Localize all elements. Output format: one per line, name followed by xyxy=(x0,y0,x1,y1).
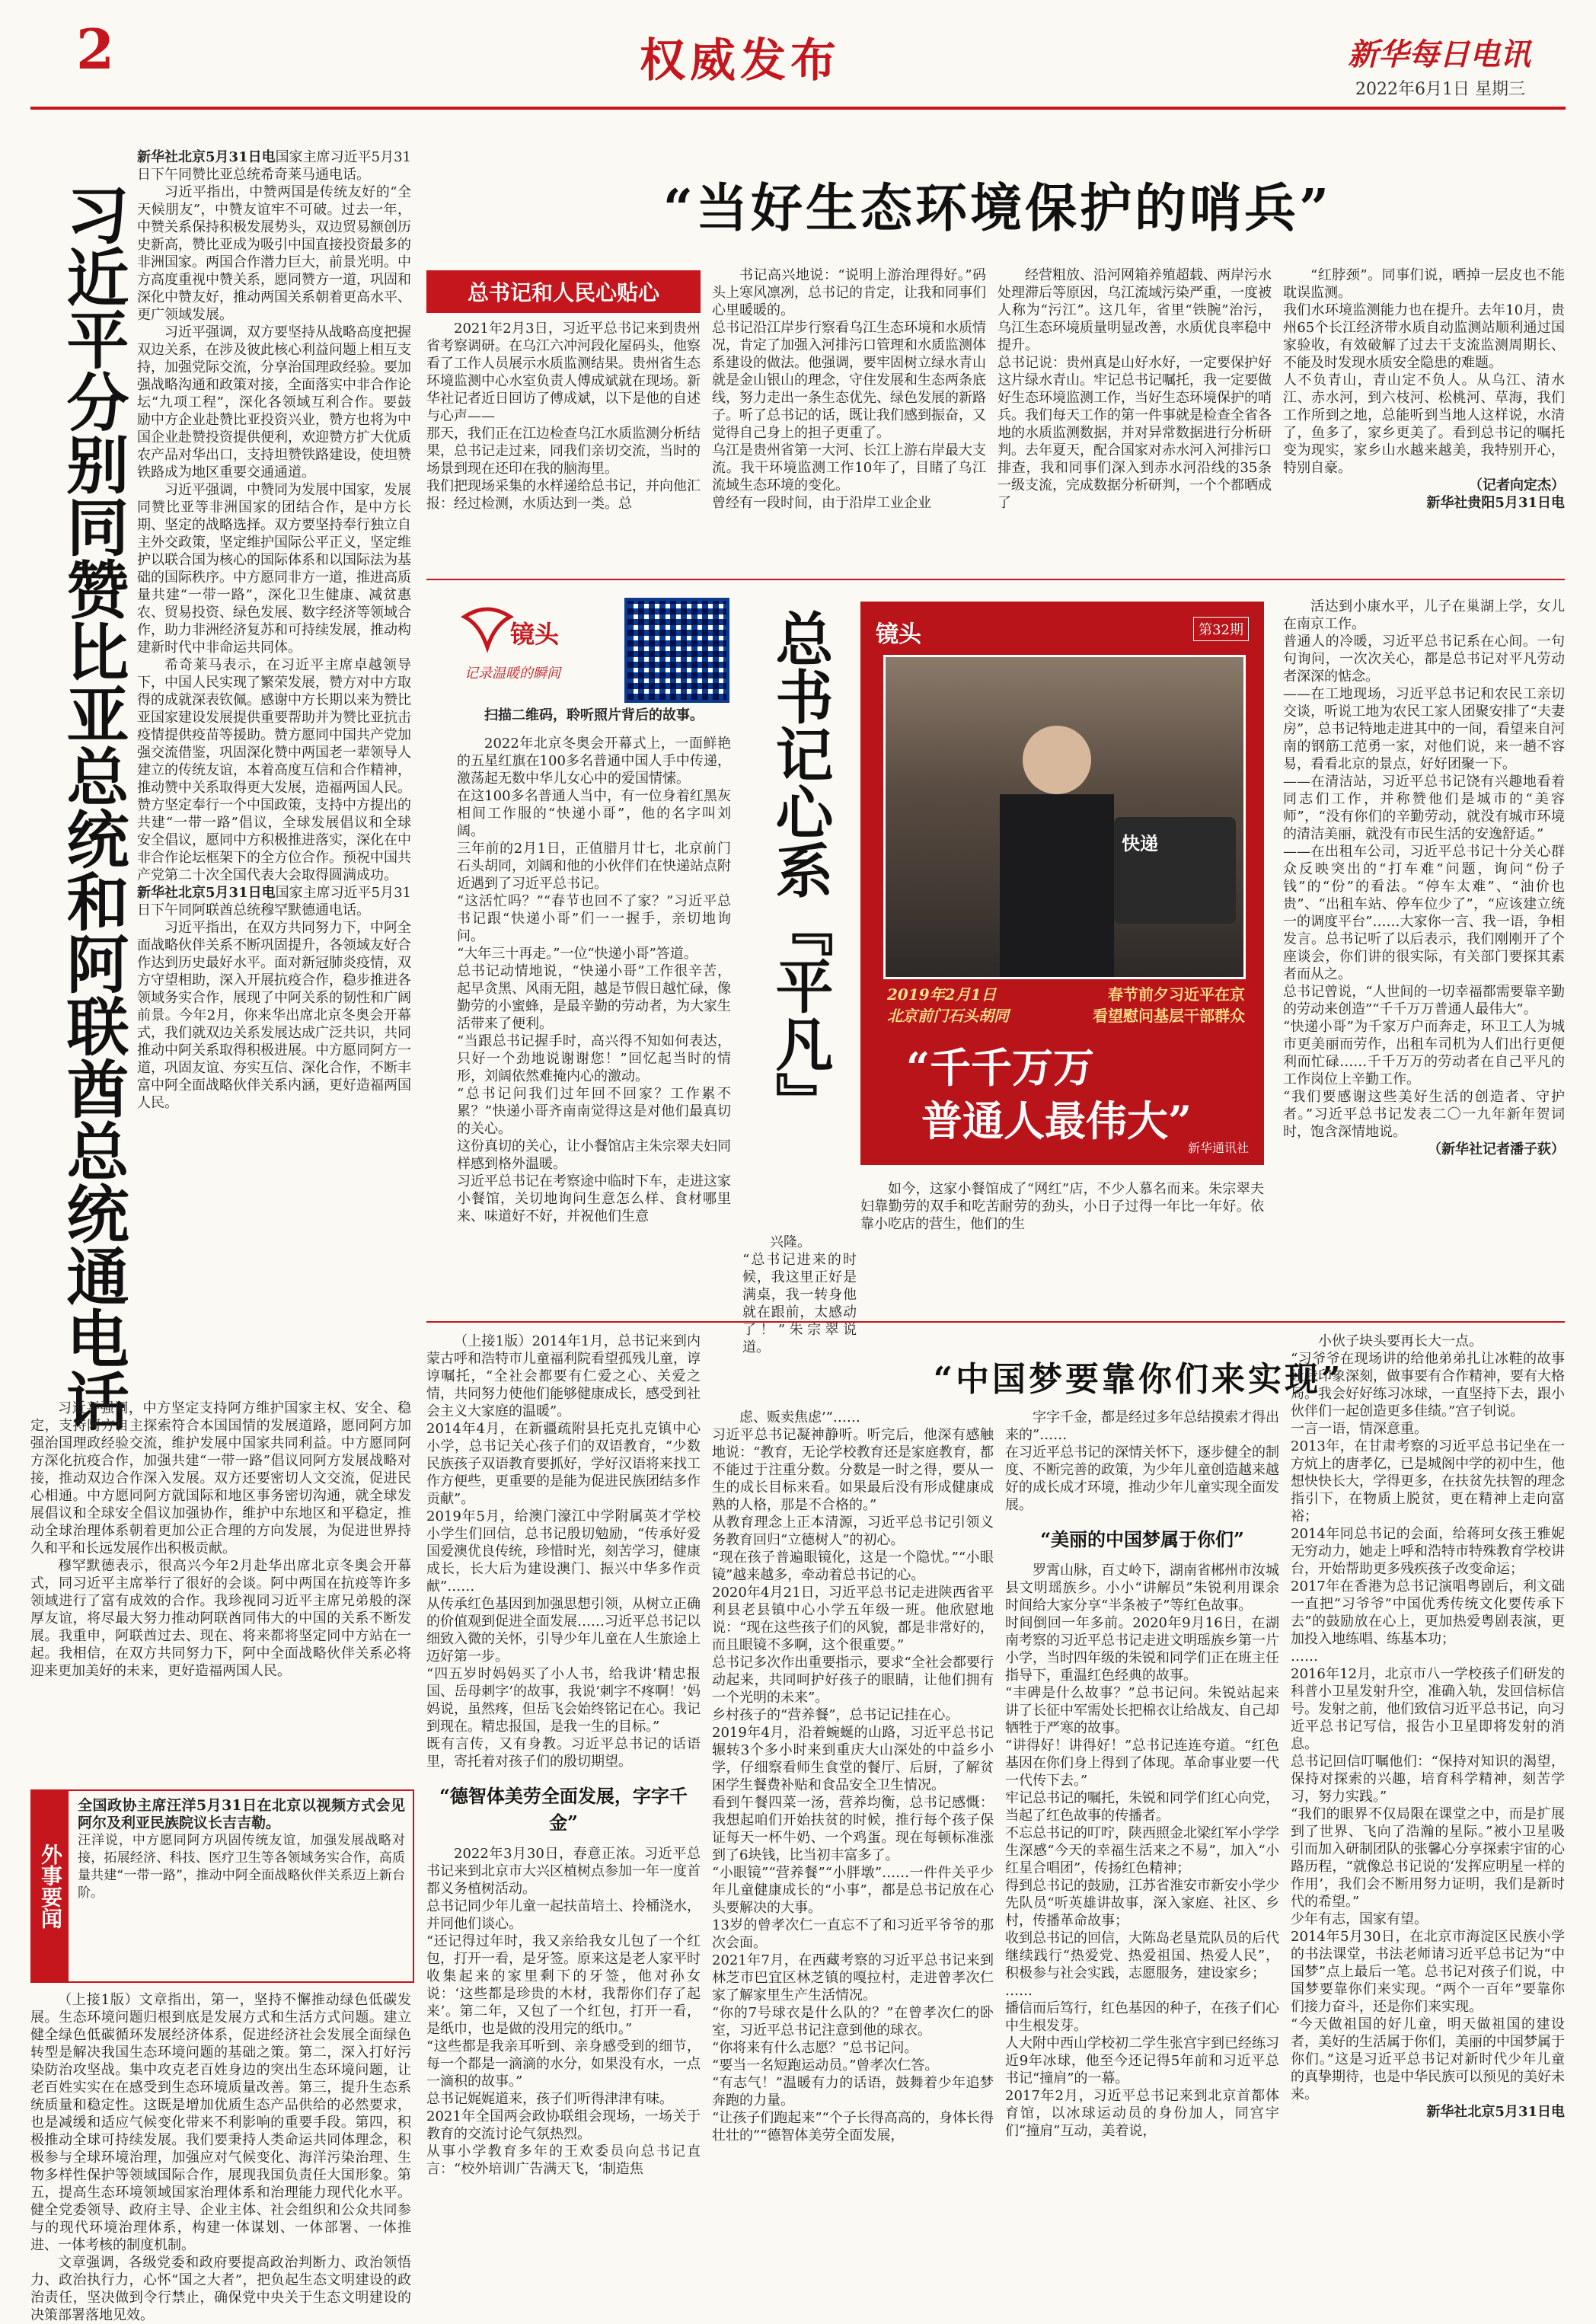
section-title: 权威发布 xyxy=(640,34,841,88)
bottom-story-col-4: 小伙子块头要再长大一点。 “习爷爷在现场讲的给他弟弟扎让冰鞋的故事让我印象深刻，做事要有合作精神，要有大格局。我会好好练习冰球，一直坚持下去，跟小伙伴们一起创造更多佳绩。”宫子钊说。 一言一语，情深意重。 2013年，在甘肃考察的习近平总书记坐在一方炕上的唐孝亿，已是城阁中学的初中生，他想快快长大，学得更多，在扶贫先扶智的理念指引下，在物质上脱贫，更在精神上走向富裕； 2014年同总书记的会面，给蒋珂女孩王雅妮无穷动力，她走上呼和浩特市特殊教育学校讲台，开始帮助更多残疾孩子改变命运； 2017年在香港为总书记演唱粤剧后，利文础一直把“习爷爷”中国优秀传统文化要传承下去”的鼓励放在心上，更加热爱粤剧表演，更加投入地练唱、练基本功； …… 2016年12月，北京市八一学校孩子们研发的科普小卫星发射升空，准确入轨，发回信标信号。发射之前，他们致信习近平总书记，向习近平总书记写信，报告小卫星即将发射的消息。 总书记回信叮嘱他们：“保持对知识的渴望，保持对探索的兴趣，培育科学精神，刻苦学习，努力实践。” “我们的眼界不仅局限在课堂之中，而是扩展到了世界、飞向了浩瀚的星际。”被小卫星吸引而加入研制团队的张馨心分享探索宇宙的心路历程，“就像总书记说的‘发挥应明星一样的作用’，我们会不断用努力证明，我们是新时代的希望。” 少年有志，国家有望。 2014年5月30日，在北京市海淀区民族小学的书法课堂，书法老师请习近平总书记为“中国梦”点上最后一笔。总书记对孩子们说，中国梦要靠你们来实现。“两个一百年”要靠你们接力奋斗，还是你们来实现。 “今天做祖国的好儿童，明天做祖国的建设者，美好的生活属于你们，美丽的中国梦属于你们。”这是习近平总书记对新时代少年儿童的真挚期待，也是中华民族可以预见的美好未来。 新华社北京5月31日电 xyxy=(1291,1333,1565,2120)
middle-story-col-3: 如今，这家小餐馆成了“网红”店，不少人慕名而来。朱宗翠夫妇靠勤劳的双手和吃苦耐劳的劲头，小日子过得一年比一年好。依靠小吃店的营生，他们的生 xyxy=(860,1181,1264,1232)
middle-story-col-1: 2022年北京冬奥会开幕式上，一面鲜艳的五星红旗在100多名普通中国人手中传递，激荡起无数中华儿女心中的爱国情愫。 在这100多名普通人当中，有一位身着红黑灰相间工作服的“快递小哥”，他的名字叫刘阔。 三年前的2月1日，正值腊月廿七，北京前门石头胡同，刘阔和他的小伙伴们在快递站点附近遇到了习近平总书记。 “这活忙吗？”“春节也回不了家？”习近平总书记跟“快递小哥”们一一握手，亲切地询问。 “大年三十再走。”一位“快递小哥”答道。 总书记动情地说，“快递小哥”工作很辛苦，起早贪黑、风雨无阻，越是节假日越忙碌，像勤劳的小蜜蜂，是最辛勤的劳动者，为大家生活带来了便利。 “当跟总书记握手时，高兴得不知如何表达，只好一个劲地说谢谢您！”回忆起当时的情形，刘阔依然难掩内心的激动。 “总书记问我们过年回不回家？工作累不累？”快递小哥齐南南觉得这是对他们最真切的关心。 这份真切的关心，让小餐馆店主朱宗翠夫妇同样感到格外温暖。 习近平总书记在考察途中临时下车，走进这家小餐馆，关切地询问生意怎么样、食材哪里来、味道好不好，并祝他们生意 xyxy=(457,736,731,1224)
top-story-headline: “当好生态环境保护的哨兵” xyxy=(662,178,1333,239)
foreign-affairs-body: 汪洋说，中方愿同阿方巩固传统友谊，加强发展战略对接，拓展经济、科技、医疗卫生等各领域务实合作，高质量共建“一带一路”，推动中阿全面战略伙伴关系迈上新台阶。 xyxy=(78,1833,405,1901)
poster-quote-1: “千千万万 xyxy=(906,1043,1095,1092)
top-story-col-1: 2021年2月3日，习近平总书记来到贵州省考察调研。在乌江六冲河段化屋码头，他察看了工作人员展示水质监测结果。贵州省生态环境监测中心水室负责人傅成斌就在现场。新华社记者近日回访了傅成斌，以下是他的自述与心声—— 那天，我们正在江边检查乌江水质监测分析结果，总书记走过来，同我们亲切交流，当时的场景到现在还印在我的脑海里。 我们把现场采集的水样递给总书记，并向他汇报：经过检测，水质达到一类。总 xyxy=(426,321,701,512)
lens-logo-text: 镜头 xyxy=(510,620,560,649)
middle-story-col-2: 兴隆。 “总书记进来的时候，我这里正好是满桌，我一转身他就在跟前，太感动了！”朱宗翠说道。 xyxy=(742,1234,857,1355)
masthead-rule xyxy=(30,107,1566,110)
dateline: 新华社北京5月31日电 xyxy=(137,885,276,901)
paragraph: 习近平指出，在双方共同努力下，中阿全面战略伙伴关系不断巩固提升，各领域友好合作达到历史最好水平。面对新冠肺炎疫情，双方守望相助，深入开展抗疫合作，稳步推进各领域务实合作，展现了中阿关系的韧性和广阔前景。今年2月，你来华出席北京冬奥会开幕式，我们就双边关系发展达成广泛共识，共同推动中阿关系取得积极进展。中方愿同阿方一道，巩固友谊、夯实互信、深化合作，不断丰富中阿全面战略伙伴关系内涵，更好造福两国人民。 xyxy=(137,920,411,1111)
paragraph: 习近平强调，中赞同为发展中国家，发展同赞比亚等非洲国家的团结合作，是中方长期、坚定的战略选择。双方要坚持奉行独立自主外交政策，坚定维护国际公平正义，坚定维护以联合国为核心的国际体系和以国际法为基础的国际秩序。中方愿同非方一道，推进高质量共建“一带一路”，深化卫生健康、减贫惠农、贸易投资、绿色发展、数字经济等领域合作，助力非洲经济复苏和可持续发展，推动构建新时代中非命运共同体。 xyxy=(137,482,411,656)
poster-date: 2019年2月1日 xyxy=(887,985,997,1004)
issue-date: 2022年6月1日 星期三 xyxy=(1355,80,1525,99)
dateline: 新华社贵阳5月31日电 xyxy=(1426,495,1565,511)
bottom-story-headline: “中国梦要靠你们来实现” xyxy=(933,1360,1344,1399)
paragraph: 习近平强调，双方要坚持从战略高度把握双边关系，在涉及彼此核心利益问题上相互支持，加强党际交流，分享治国理政经验。要加强战略沟通和政策对接，全面落实中非合作论坛“九项工程”，深化各领域互利合作。要鼓励中方企业赴赞比亚投资兴业，赞方也将为中国企业赴赞投资提供便利，欢迎赞方扩大优质农产品对华出口，支持坦赞铁路建设，使坦赞铁路成为地区重要交通通道。 xyxy=(137,324,411,480)
poster-logo-text: 镜头 xyxy=(876,621,921,648)
person-figure xyxy=(1000,794,1114,977)
poster-photo xyxy=(883,655,1246,979)
dateline: 新华社北京5月31日电 xyxy=(137,149,276,165)
top-story-label: 总书记和人民心贴心 xyxy=(426,270,701,313)
middle-story-headline: 总书记心系『平凡』 xyxy=(766,609,834,1130)
newspaper-logo: 新华每日电讯 xyxy=(1348,37,1531,72)
foreign-affairs-box xyxy=(30,1789,414,1983)
lens-logo-subtitle: 记录温暖的瞬间 xyxy=(464,666,560,682)
page-number: 2 xyxy=(76,17,115,81)
middle-story-col-4: 活达到小康水平，儿子在巢湖上学，女儿在南京工作。 普通人的冷暖，习近平总书记系在心间。一句句询问，一次次关心，都是总书记对平凡劳动者深深的惦念。 ——在工地现场，习近平总书记和农民工亲切交谈，听说工地为农民工家人团聚安排了“夫妻房”，总书记特地走进其中的一间，看望来自河南的钢筋工范勇一家，对他们说，来一趟不容易，看看北京的景点，好好团聚一下。 ——在清洁站，习近平总书记饶有兴趣地看着同志们工作，并称赞他们是城市的“美容师”，“没有你们的辛勤劳动，就没有城市环境的清洁美丽，就没有市民生活的安逸舒适。” ——在出租车公司，习近平总书记十分关心群众反映突出的“打车难”问题，询问“份子钱”的“份”的看法。“停车太难”、“油价也贵”、“出租车站、停车位少了”，“应该建立统一的调度平台”……大家你一言、我一语，争相发言。总书记听了以后表示，我们刚刚开了个座谈会，你们讲的很实际，有关部门要探其素者而从之。 总书记曾说，“人世间的一切幸福都需要靠辛勤的劳动来创造”“千千万万普通人最伟大”。 “快递小哥”为千家万户而奔走，环卫工人为城市更美丽而劳作，出租车司机为人们出行更便利而忙碌……千千万万的劳动者在自己平凡的工作岗位上辛勤工作。 “我们要感谢这些美好生活的创造者、守护者。”习近平总书记发表二〇一九年新年贺词时，饱含深情地说。 （新华社记者潘子荻） xyxy=(1283,599,1565,1157)
poster-caption-2: 看望慰问基层干部群众 xyxy=(1093,1007,1245,1025)
bottom-story-subhead-1: “德智体美劳全面发展，字字千金” xyxy=(439,1785,688,1834)
paragraph: 国家主席习近平5月31日下午同赞比亚总统希奇莱马通电话。 xyxy=(137,149,411,183)
bottom-story-subhead-2: “美丽的中国梦属于你们” xyxy=(1040,1528,1244,1550)
paragraph: 穆罕默德表示，很高兴今年2月赴华出席北京冬奥会开幕式，同习近平主席举行了很好的会谈。阿中两国在抗疫等许多领域进行了富有成效的合作。我珍视同习近平主席兄弟般的深厚友谊，将尽最大努力推动阿联酋同伟大的中国的关系不断发展。我重申，阿联酋过去、现在、将来都将坚定同中方站在一起。我相信，在双方共同努力下，阿中全面战略伙伴关系必将迎来更加美好的未来，更好造福两国人民。 xyxy=(30,1558,411,1679)
scan-caption: 扫描二维码，聆听照片背后的故事。 xyxy=(484,707,704,723)
poster-agency: 新华通讯社 xyxy=(1187,1141,1249,1155)
top-story-col-2: 书记高兴地说：“说明上游治理得好。”码头上寒风凛冽，总书记的肯定，让我和同事们心里暖暖的。 总书记沿江岸步行察看乌江生态环境和水质情况，肯定了加强入河排污口管理和水质监测体系建设的做法。他强调，要牢固树立绿水青山就是金山银山的理念，守住发展和生态两条底线，努力走出一条生态优先、绿色发展的新路子。听了总书记的话，既让我们感到振奋，又觉得自己身上的担子更重了。 乌江是贵州省第一大河、长江上游右岸最大支流。我干环境监测工作10年了，目睹了乌江流域生态环境的变化。 曾经有一段时间，由于沿岸工业企业 xyxy=(712,267,986,511)
left-story-headline: 习近平分别同赞比亚总统和阿联酋总统通电话 xyxy=(56,183,129,1432)
delivery-sign: 快递 xyxy=(1122,832,1158,854)
poster-place: 北京前门石头胡同 xyxy=(887,1007,1009,1025)
lens-logo xyxy=(457,602,609,693)
foreign-affairs-headline: 全国政协主席汪洋5月31日在北京以视频方式会见阿尔及利亚民族院议长吉吉勒。 xyxy=(78,1797,405,1831)
left-story-column-continued xyxy=(30,1400,411,1680)
paragraph: （上接1版）文章指出，第一，坚持不懈推动绿色低碳发展。生态环境问题归根到底是发展方式和生活方式问题。建立健全绿色低碳循环发展经济体系，促进经济社会发展全面绿色转型是解决我国生态环境问题的基础之策。第二，深入打好污染防治攻坚战。集中攻克老百姓身边的突出生态环境问题，让老百姓实实在在感受到生态环境质量改善。第三，提升生态系统质量和稳定性。这既是增加优质生态产品供给的必然要求，也是减缓和适应气候变化带来不利影响的重要手段。第四，积极推动全球可持续发展。我们要秉持人类命运共同体理念，积极参与全球环境治理，加强应对气候变化、海洋污染治理、生物多样性保护等领域国际合作，展现我国负责任大国形象。第五，提高生态环境领域国家治理体系和治理能力现代化水平。健全党委领导、政府主导、企业主体、社会组织和公众共同参与的现代环境治理体系，构建一体谋划、一体部署、一体推进、一体考核的制度机制。 xyxy=(30,1992,411,2253)
dateline: 新华社北京5月31日电 xyxy=(1426,2104,1565,2120)
left-story-column xyxy=(137,148,411,1112)
paragraph: 希奇莱马表示，在习近平主席卓越领导下，中国人民实现了繁荣发展，赞方对中方取得的成就深表钦佩。感谢中方长期以来为赞比亚国家建设发展提供重要帮助并为赞比亚抗击疫情提供疫苗等援助。赞方愿同中国共产党加强交流借鉴，巩固深化赞中两国老一辈领导人建立的传统友谊，本着高度互信和合作精神，推动赞中关系取得更大发展，造福两国人民。赞方坚定奉行一个中国政策，支持中方提出的共建“一带一路”倡议，全球发展倡议和全球安全倡议，愿同中方积极推进落实，深化在中非合作论坛框架下的全方位合作。预祝中国共产党第二十次全国代表大会取得圆满成功。 xyxy=(137,657,411,883)
qr-code-icon[interactable] xyxy=(624,598,729,703)
bottom-story-col-1: （上接1版）2014年1月，总书记来到内蒙古呼和浩特市儿童福利院看望孤残儿童，谆谆嘱托，“全社会都要有仁爱之心、关爱之情，共同努力使他们能够健康成长，感受到社会主义大家庭的温暖”。 2014年4月，在新疆疏附县托克扎克镇中心小学，总书记关心孩子们的双语教育，“少数民族孩子双语教育要抓好，学好汉语将来找工作方便些，更重要的是能为促进民族团结多作贡献”。 2019年5月，给澳门濠江中学附属英才学校小学生们回信，总书记殷切勉励，“传承好爱国爱澳优良传统，珍惜时光，刻苦学习，健康成长，长大后为建设澳门、振兴中华多作贡献”…… 从传承红色基因到加强思想引领，从树立正确的价值观到促进全面发展……习近平总书记以细致入微的关怀，引导少年儿童在人生旅途上迈好第一步。 “四五岁时妈妈买了小人书，给我讲‘精忠报国、岳母刺字’的故事，我说‘刺字不疼啊！’妈妈说，虽然疼，但岳飞会始终铭记在心。我记到现在。精忠报国，是我一生的目标。” 既有言传，又有身教。习近平总书记的话语里，寄托着对孩子们的殷切期望。 “德智体美劳全面发展，字字千金” 2022年3月30日，春意正浓。习近平总书记来到北京市大兴区植树点参加一年一度首都义务植树活动。 总书记同少年儿童一起扶苗培土、拎桶浇水，并同他们谈心。 “还记得过年时，我又亲给我女儿包了一个红包，打开一看，是牙签。原来这是老人家平时收集起来的家里剩下的牙签，他对孙女说：‘这些都是珍贵的木材，我帮你们存了起来’。第二年，又包了一个红包，打开一看，是纸巾，也是做的没用完的纸巾。” “这些都是我亲耳听到、亲身感受到的细节，每一个都是一滴滴的水分，如果没有水，一点一滴积的故事。” 总书记娓娓道来，孩子们听得津津有味。 2021年全国两会政协联组会现场，一场关于教育的交流讨论气氛热烈。 从事小学教育多年的王欢委员向总书记直言：“校外培训广告满天飞，‘制造焦 xyxy=(426,1333,701,2177)
left-bottom-column xyxy=(30,1991,411,2324)
poster xyxy=(860,602,1264,1165)
bottom-story-col-3: 字字千金，都是经过多年总结摸索才得出来的”…… 在习近平总书记的深情关怀下，逐步健全的制度、不断完善的政策，为少年儿童创造越来越好的成长成才环境，推动少年儿童实现全面发展。 “美丽的中国梦属于你们” 罗霄山脉，百丈岭下，湖南省郴州市汝城县文明瑶族乡。小小“讲解员”朱锐利用课余时间给大家分享“半条被子”等红色故事。 时间倒回一年多前。2020年9月16日，在湖南考察的习近平总书记走进文明瑶族乡第一片小学，当时四年级的朱锐和同学们正在班主任指导下，重温红色经典的故事。 “丰碑是什么故事？”总书记问。朱锐站起来讲了长征中军需处长把棉衣让给战友、自己却牺牲于严寒的故事。 “讲得好！讲得好！”总书记连连夸道。“红色基因在你们身上得到了体现。革命事业要一代一代传下去。” 牢记总书记的嘱托，朱锐和同学们红心向党，当起了红色故事的传播者。 不忘总书记的叮咛，陕西照金北梁红军小学学生深感“今天的幸福生活来之不易”，加入“小红星合唱团”，传扬红色精神； 得到总书记的鼓励，江苏省淮安市新安小学少先队员“听英雄讲故事，深入家庭、社区、乡村，传播革命故事； 收到总书记的回信，大陈岛老垦荒队员的后代继续践行“热爱党、热爱祖国、热爱人民”，积极参与社会实践，志愿服务，建设家乡； …… 播信而后笃行，红色基因的种子，在孩子们心中生根发芽。 人大附中西山学校初二学生张宫宇到已经练习近9年冰球，他至今还记得5年前和习近平总书记“撞肩”的一幕。 2017年2月，习近平总书记来到北京首都体育馆，以冰球运动员的身份加人，同宫宇们“撞肩”互动，美着说， xyxy=(1005,1409,1279,2139)
top-story-col-3: 经营粗放、沿河网箱养殖超载、两岸污水处理滞后等原因，乌江流域污染严重，一度被人称为“污江”。这几年，省里“铁腕”治污，乌江生态环境质量明显改善，水质优良率稳中提升。 总书记说：贵州真是山好水好，一定要保护好这片绿水青山。牢记总书记嘱托，我一定要做好生态环境监测工作，当好生态环境保护的哨兵。我们每天工作的第一件事就是检查全省各地的水质监测数据，并对异常数据进行分析研判。去年夏天，配合国家对赤水河入河排污口排查，我和同事们深入到赤水河沿线的35条一级支流，完成数据分析研判，一个个都晒成了 xyxy=(998,267,1272,511)
top-story-col-4: “红脖颈”。同事们说，晒掉一层皮也不能耽误监测。 我们水环境监测能力也在提升。去年10月，贵州65个长江经济带水质自动监测站顺利通过国家验收，有效破解了过去干支流监测周期长、不能及时发现水质安全隐患的难题。 人不负青山，青山定不负人。从乌江、清水江、赤水河，到六枝河、松桃河、草海，我们工作所到之地，总能听到当地人这样说，水清了，鱼多了，家乡更美了。看到总书记的嘱托变为现实，家乡山水越来越美，我特别开心，特别自豪。 （记者向定杰） 新华社贵阳5月31日电 xyxy=(1283,267,1565,511)
reporter-credit: （新华社记者潘子荻） xyxy=(1428,1141,1565,1157)
foreign-affairs-label: 外事要闻 xyxy=(32,1791,69,1981)
reporter-credit: （记者向定杰） xyxy=(1469,477,1565,493)
paragraph: 习近平指出，中赞两国是传统友好的“全天候朋友”，中赞友谊牢不可破。过去一年，中赞关系保持积极发展势头，双边贸易额创历史新高，赞比亚成为吸引中国直接投资最多的非洲国家。两国合作潜力巨大，前景光明。中方高度重视中赞关系，愿同赞方一道，巩固和深化中赞友好，推动两国关系朝着更高水平、更广领域发展。 xyxy=(137,184,411,323)
masthead xyxy=(0,0,1596,114)
paragraph: 国家主席习近平5月31日下午同阿联酋总统穆罕默德通电话。 xyxy=(137,885,411,918)
lens-logo-icon xyxy=(457,602,518,655)
poster-quote-2: 普通人最伟大” xyxy=(921,1097,1192,1145)
paragraph: 文章强调，各级党委和政府要提高政治判断力、政治领悟力、政治执行力，心怀“国之大者”，把负起生态文明建设的政治责任，坚决做到令行禁止，确保党中央关于生态文明建设的决策部署落地见效。 xyxy=(30,2255,411,2323)
bottom-story-col-2: 虑、贩卖焦虑’”…… 习近平总书记凝神静听。听完后，他深有感触地说：“教育，无论学校教育还是家庭教育，都不能过于注重分数。分数是一时之得，要从一生的成长目标来看。如果最后没有形成健康成熟的人格，那是不合格的。” 从教育理念上正本清源，习近平总书记引领义务教育回归“立德树人”的初心。 “现在孩子普遍眼镜化，这是一个隐忧。”“小眼镜”越来越多，牵动着总书记的心。 2020年4月21日，习近平总书记走进陕西省平利县老县镇中心小学五年级一班。他欣慰地说：“现在这些孩子们的风貌，都是非常好的，而且眼镜不多啊，这个很重要。” 总书记多次作出重要指示，要求“全社会都要行动起来，共同呵护好孩子的眼睛，让他们拥有一个光明的未来”。 乡村孩子的“营养餐”，总书记记挂在心。 2019年4月，沿着蜿蜒的山路，习近平总书记辗转3个多小时来到重庆大山深处的中益乡小学，仔细察看师生食堂的餐厅、后厨，了解贫困学生餐费补贴和食品安全卫生情况。 看到午餐四菜一汤，营养均衡，总书记感慨：我想起咱们开始扶贫的时候，推行每个孩子保证每天一杯牛奶、一个鸡蛋。现在每顿标准涨到了6块钱，比当初丰富多了。 “小眼镜”“营养餐”“小胖墩”……一件件关乎少年儿童健康成长的“小事”，都是总书记放在心头要解决的大事。 13岁的曾孝次仁一直忘不了和习近平爷爷的那次会面。 2021年7月，在西藏考察的习近平总书记来到林芝市巴宜区林芝镇的嘎拉村，走进曾孝次仁家了解家里生产生活情况。 “你的7号球衣是什么队的？”在曾孝次仁的卧室，习近平总书记注意到他的球衣。 “你将来有什么志愿？”总书记问。 “要当一名短跑运动员。”曾孝次仁答。 “有志气！”温暖有力的话语，鼓舞着少年追梦奔跑的力量。 “让孩子们跑起来”“个子长得高高的，身体长得壮壮的”“德智体美劳全面发展， xyxy=(712,1409,994,2144)
paragraph: 习近平强调，中方坚定支持阿方维护国家主权、安全、稳定，支持阿方自主探索符合本国国情的发展道路，愿同阿方加强治国理政经验交流，维护发展中国家共同利益。中方愿同阿方深化抗疫合作，加强共建“一带一路”倡议同阿方发展战略对接，推动双边合作深入发展。双方还要密切人文交流，促进民心相通。中方愿同阿方就国际和地区事务密切沟通，就全球发展倡议和全球安全倡议加强协作，维护中东地区和平稳定，推动全球治理体系朝着更加公正合理的方向发展，为促进世界持久和平和长远发展作出积极贡献。 xyxy=(30,1400,411,1556)
poster-caption-1: 春节前夕习近平在京 xyxy=(1108,985,1245,1004)
bottom-story-rule xyxy=(426,1321,1565,1323)
poster-issue: 第32期 xyxy=(1193,617,1249,641)
person-figure xyxy=(1023,726,1091,794)
